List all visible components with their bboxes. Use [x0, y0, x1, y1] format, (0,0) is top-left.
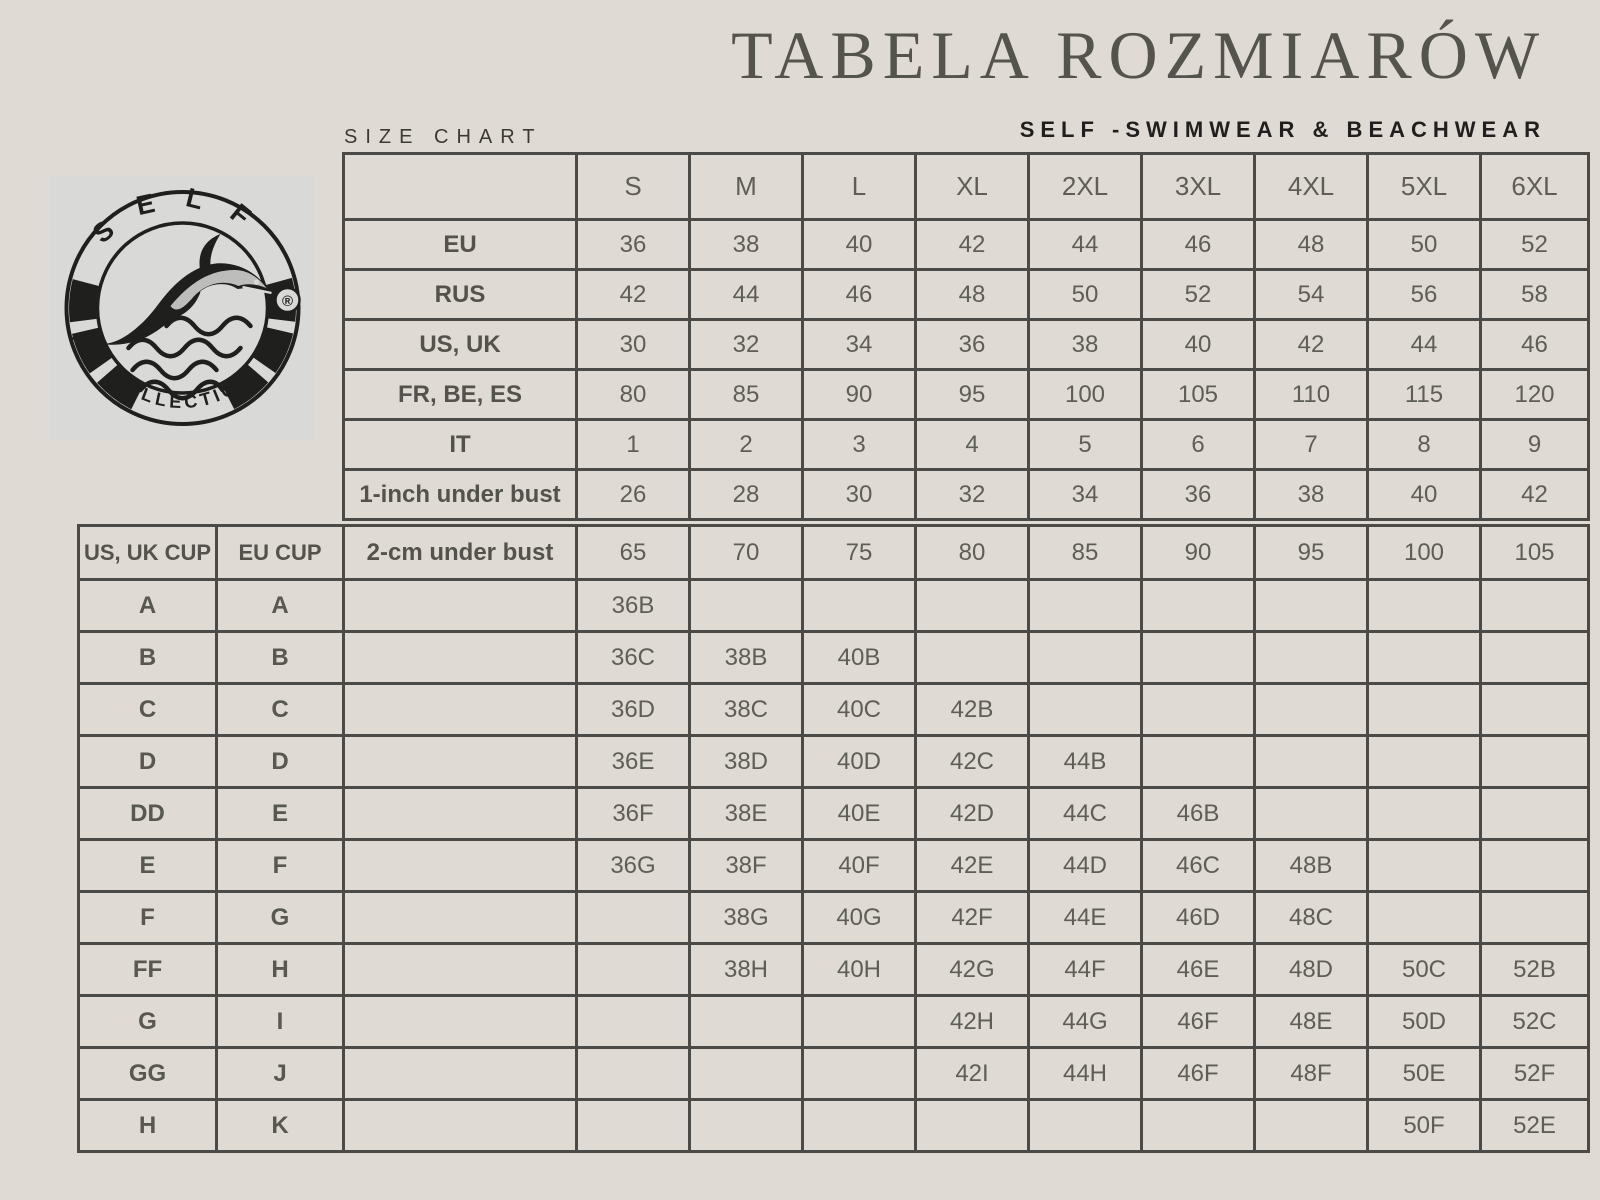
bra-size-cell — [803, 1048, 916, 1100]
size-cell: 40 — [1368, 470, 1481, 520]
band-spacer-cell — [344, 996, 577, 1048]
row-label: IT — [344, 420, 577, 470]
bra-size-cell — [1368, 632, 1481, 684]
bra-size-cell: 46F — [1142, 1048, 1255, 1100]
size-cell: 44 — [1029, 220, 1142, 270]
bra-size-cell — [803, 1100, 916, 1152]
eu-cup-cell: B — [217, 632, 344, 684]
us-uk-cup-cell: E — [79, 840, 217, 892]
bra-size-cell — [690, 1048, 803, 1100]
size-cell: 32 — [916, 470, 1029, 520]
size-table-row — [344, 470, 1589, 520]
band-spacer-cell — [344, 840, 577, 892]
bra-size-cell — [577, 996, 690, 1048]
svg-text:®: ® — [281, 293, 294, 310]
page-title: TABELA ROZMIARÓW — [731, 17, 1546, 93]
size-cell: 38 — [690, 220, 803, 270]
bra-size-cell — [803, 996, 916, 1048]
row-label: 1-inch under bust — [344, 470, 577, 520]
size-cell: 120 — [1481, 370, 1589, 420]
bra-size-cell — [577, 944, 690, 996]
size-cell: 40 — [803, 220, 916, 270]
cup-table-row — [79, 580, 1589, 632]
size-column-header: M — [690, 154, 803, 220]
size-table-row — [344, 420, 1589, 470]
bra-size-cell — [803, 580, 916, 632]
bra-size-cell — [1142, 580, 1255, 632]
bra-size-cell — [916, 632, 1029, 684]
bra-size-cell — [1142, 632, 1255, 684]
page-subtitle: SELF -SWIMWEAR & BEACHWEAR — [1019, 117, 1546, 142]
bra-size-cell — [1481, 788, 1589, 840]
bra-size-cell: 46F — [1142, 996, 1255, 1048]
badge-brand-text: SELF — [86, 181, 279, 250]
band-spacer-cell — [344, 1100, 577, 1152]
bra-size-cell: 42E — [916, 840, 1029, 892]
bra-size-cell: 46B — [1142, 788, 1255, 840]
row-label: EU — [344, 220, 577, 270]
bra-size-cell — [1368, 580, 1481, 632]
size-cell: 42 — [916, 220, 1029, 270]
band-spacer-cell — [344, 788, 577, 840]
bra-size-cell — [1368, 892, 1481, 944]
size-cell: 52 — [1481, 220, 1589, 270]
eu-cup-cell: D — [217, 736, 344, 788]
size-cell: 80 — [577, 370, 690, 420]
cup-table-row — [79, 632, 1589, 684]
size-cell: 1 — [577, 420, 690, 470]
bra-size-cell: 48F — [1255, 1048, 1368, 1100]
size-column-header: 3XL — [1142, 154, 1255, 220]
bra-size-cell: 38H — [690, 944, 803, 996]
band-spacer-cell — [344, 684, 577, 736]
cup-table-row — [79, 684, 1589, 736]
size-table-row — [344, 270, 1589, 320]
size-cell: 6 — [1142, 420, 1255, 470]
bra-size-cell: 52C — [1481, 996, 1589, 1048]
bra-size-cell: 36G — [577, 840, 690, 892]
row-label: RUS — [344, 270, 577, 320]
eu-cup-cell: K — [217, 1100, 344, 1152]
bra-size-cell: 46C — [1142, 840, 1255, 892]
size-cell: 48 — [916, 270, 1029, 320]
badge-collection-text: COLLECTION — [108, 366, 257, 413]
size-cell: 50 — [1029, 270, 1142, 320]
bra-size-cell: 48B — [1255, 840, 1368, 892]
lower-table-body — [79, 526, 1589, 1152]
band-value-cell: 105 — [1481, 526, 1589, 580]
size-cell: 5 — [1029, 420, 1142, 470]
page-header — [731, 16, 1546, 143]
bra-size-cell: 50D — [1368, 996, 1481, 1048]
bra-size-cell: 42H — [916, 996, 1029, 1048]
size-cell: 34 — [1029, 470, 1142, 520]
size-cell: 3 — [803, 420, 916, 470]
bra-size-cell: 40E — [803, 788, 916, 840]
bra-size-cell — [1255, 736, 1368, 788]
bra-size-cell: 36F — [577, 788, 690, 840]
bra-size-cell — [577, 1048, 690, 1100]
bra-size-cell — [916, 1100, 1029, 1152]
bra-size-cell — [1481, 892, 1589, 944]
size-cell: 9 — [1481, 420, 1589, 470]
band-value-cell: 85 — [1029, 526, 1142, 580]
cup-table-row — [79, 996, 1589, 1048]
band-spacer-cell — [344, 736, 577, 788]
bra-size-cell: 44G — [1029, 996, 1142, 1048]
band-spacer-cell — [344, 944, 577, 996]
size-column-header: 4XL — [1255, 154, 1368, 220]
bra-size-cell: 40C — [803, 684, 916, 736]
size-cell: 38 — [1255, 470, 1368, 520]
size-cell: 95 — [916, 370, 1029, 420]
size-cell: 42 — [1481, 470, 1589, 520]
bra-size-cell: 42B — [916, 684, 1029, 736]
size-cell: 56 — [1368, 270, 1481, 320]
bra-size-cell — [1368, 788, 1481, 840]
bra-size-cell — [690, 1100, 803, 1152]
eu-cup-cell: I — [217, 996, 344, 1048]
size-cell: 38 — [1029, 320, 1142, 370]
bra-size-cell: 42I — [916, 1048, 1029, 1100]
size-cell: 42 — [1255, 320, 1368, 370]
size-column-header: XL — [916, 154, 1029, 220]
bra-size-cell: 44B — [1029, 736, 1142, 788]
us-uk-cup-cell: D — [79, 736, 217, 788]
bra-size-cell — [1481, 632, 1589, 684]
bra-size-cell: 38C — [690, 684, 803, 736]
eu-cup-cell: J — [217, 1048, 344, 1100]
bra-size-cell: 50C — [1368, 944, 1481, 996]
bra-size-cell — [1029, 684, 1142, 736]
size-cell: 50 — [1368, 220, 1481, 270]
size-table-row — [344, 220, 1589, 270]
cup-table-row — [79, 1048, 1589, 1100]
size-cell: 30 — [577, 320, 690, 370]
size-cell: 2 — [690, 420, 803, 470]
registered-mark — [276, 288, 300, 312]
bra-size-cell: 38D — [690, 736, 803, 788]
dolphin-icon — [71, 234, 272, 360]
bra-size-cell — [1029, 1100, 1142, 1152]
bra-size-cell: 44E — [1029, 892, 1142, 944]
eu-cup-cell: A — [217, 580, 344, 632]
size-cell: 28 — [690, 470, 803, 520]
bra-size-cell: 42D — [916, 788, 1029, 840]
size-cell: 4 — [916, 420, 1029, 470]
us-uk-cup-cell: FF — [79, 944, 217, 996]
size-cell: 42 — [577, 270, 690, 320]
bra-size-cell — [1368, 684, 1481, 736]
bra-size-cell: 52B — [1481, 944, 1589, 996]
bra-size-cell: 38E — [690, 788, 803, 840]
size-column-header: 5XL — [1368, 154, 1481, 220]
bra-size-cell: 48D — [1255, 944, 1368, 996]
band-value-cell: 70 — [690, 526, 803, 580]
self-collection-badge-icon — [50, 176, 315, 440]
row-label: US, UK — [344, 320, 577, 370]
size-cell: 85 — [690, 370, 803, 420]
bra-size-cell — [1255, 684, 1368, 736]
bra-size-cell — [1368, 840, 1481, 892]
bra-size-cell — [1142, 736, 1255, 788]
size-cell: 105 — [1142, 370, 1255, 420]
us-uk-cup-header: US, UK CUP — [79, 526, 217, 580]
size-cell: 34 — [803, 320, 916, 370]
size-cell: 36 — [577, 220, 690, 270]
band-label: 2-cm under bust — [344, 526, 577, 580]
bra-size-cell — [690, 996, 803, 1048]
size-cell: 36 — [1142, 470, 1255, 520]
us-uk-cup-cell: DD — [79, 788, 217, 840]
bra-size-cell: 36C — [577, 632, 690, 684]
band-value-cell: 65 — [577, 526, 690, 580]
bra-size-cell: 40B — [803, 632, 916, 684]
band-value-cell: 95 — [1255, 526, 1368, 580]
band-spacer-cell — [344, 1048, 577, 1100]
bra-size-cell — [1142, 684, 1255, 736]
us-uk-cup-cell: H — [79, 1100, 217, 1152]
bra-size-cell: 42F — [916, 892, 1029, 944]
bra-size-cell: 44F — [1029, 944, 1142, 996]
cup-table-row — [79, 892, 1589, 944]
bra-size-cell — [1255, 1100, 1368, 1152]
cup-table-row — [79, 1100, 1589, 1152]
size-column-header: 6XL — [1481, 154, 1589, 220]
bra-size-cell: 44D — [1029, 840, 1142, 892]
bra-size-cell — [1481, 736, 1589, 788]
bra-size-cell: 36B — [577, 580, 690, 632]
size-cell: 52 — [1142, 270, 1255, 320]
bra-size-cell: 36D — [577, 684, 690, 736]
upper-table-body — [344, 154, 1589, 520]
bra-size-cell — [1029, 632, 1142, 684]
size-column-header: S — [577, 154, 690, 220]
size-cell: 30 — [803, 470, 916, 520]
us-uk-cup-cell: A — [79, 580, 217, 632]
size-cell: 100 — [1029, 370, 1142, 420]
cup-table-row — [79, 788, 1589, 840]
band-value-cell: 80 — [916, 526, 1029, 580]
bra-size-cell: 40D — [803, 736, 916, 788]
us-uk-cup-cell: F — [79, 892, 217, 944]
size-cell: 58 — [1481, 270, 1589, 320]
size-cell: 110 — [1255, 370, 1368, 420]
row-label: FR, BE, ES — [344, 370, 577, 420]
size-cell: 44 — [690, 270, 803, 320]
band-spacer-cell — [344, 892, 577, 944]
eu-cup-cell: H — [217, 944, 344, 996]
bra-size-cell: 40H — [803, 944, 916, 996]
bra-size-cell: 52E — [1481, 1100, 1589, 1152]
size-cell: 26 — [577, 470, 690, 520]
corner-cell — [344, 154, 577, 220]
cup-size-table — [77, 524, 1590, 1153]
bra-size-cell: 44C — [1029, 788, 1142, 840]
bra-size-cell: 50E — [1368, 1048, 1481, 1100]
bra-size-cell: 52F — [1481, 1048, 1589, 1100]
us-uk-cup-cell: G — [79, 996, 217, 1048]
bra-size-cell: 42G — [916, 944, 1029, 996]
size-column-header: 2XL — [1029, 154, 1142, 220]
bra-size-cell — [1255, 580, 1368, 632]
band-value-cell: 90 — [1142, 526, 1255, 580]
size-cell: 48 — [1255, 220, 1368, 270]
bra-size-cell — [1481, 840, 1589, 892]
bra-size-cell — [577, 1100, 690, 1152]
size-cell: 32 — [690, 320, 803, 370]
bra-size-cell: 50F — [1368, 1100, 1481, 1152]
bra-size-cell — [1481, 580, 1589, 632]
cup-table-row — [79, 736, 1589, 788]
eu-cup-cell: F — [217, 840, 344, 892]
bra-size-cell: 42C — [916, 736, 1029, 788]
size-cell: 7 — [1255, 420, 1368, 470]
bra-size-cell: 38G — [690, 892, 803, 944]
bra-size-cell: 46E — [1142, 944, 1255, 996]
bra-size-cell — [577, 892, 690, 944]
size-conversion-table — [342, 152, 1590, 521]
bra-size-cell: 48C — [1255, 892, 1368, 944]
band-spacer-cell — [344, 632, 577, 684]
eu-cup-cell: C — [217, 684, 344, 736]
bra-size-cell: 40G — [803, 892, 916, 944]
cup-table-header-row — [79, 526, 1589, 580]
bra-size-cell — [1029, 580, 1142, 632]
eu-cup-cell: G — [217, 892, 344, 944]
bra-size-cell: 48E — [1255, 996, 1368, 1048]
us-uk-cup-cell: B — [79, 632, 217, 684]
us-uk-cup-cell: GG — [79, 1048, 217, 1100]
size-cell: 44 — [1368, 320, 1481, 370]
bra-size-cell — [1142, 1100, 1255, 1152]
size-cell: 90 — [803, 370, 916, 420]
band-spacer-cell — [344, 580, 577, 632]
cup-table-row — [79, 944, 1589, 996]
size-cell: 40 — [1142, 320, 1255, 370]
brand-logo — [50, 176, 315, 440]
bra-size-cell — [690, 580, 803, 632]
bra-size-cell — [1368, 736, 1481, 788]
bra-size-cell: 36E — [577, 736, 690, 788]
bra-size-cell: 44H — [1029, 1048, 1142, 1100]
size-cell: 46 — [803, 270, 916, 320]
bra-size-cell: 46D — [1142, 892, 1255, 944]
bra-size-cell — [1255, 632, 1368, 684]
bra-size-cell — [1255, 788, 1368, 840]
bra-size-cell: 38B — [690, 632, 803, 684]
size-cell: 8 — [1368, 420, 1481, 470]
bra-size-cell — [1481, 684, 1589, 736]
cup-table-row — [79, 840, 1589, 892]
size-cell: 36 — [916, 320, 1029, 370]
band-value-cell: 75 — [803, 526, 916, 580]
size-table-row — [344, 370, 1589, 420]
bra-size-cell — [916, 580, 1029, 632]
size-table-row — [344, 320, 1589, 370]
size-cell: 46 — [1142, 220, 1255, 270]
size-cell: 54 — [1255, 270, 1368, 320]
size-column-header: L — [803, 154, 916, 220]
band-value-cell: 100 — [1368, 526, 1481, 580]
size-chart-label: SIZE CHART — [344, 126, 543, 148]
size-cell: 46 — [1481, 320, 1589, 370]
eu-cup-cell: E — [217, 788, 344, 840]
bra-size-cell: 38F — [690, 840, 803, 892]
bra-size-cell: 40F — [803, 840, 916, 892]
us-uk-cup-cell: C — [79, 684, 217, 736]
size-cell: 115 — [1368, 370, 1481, 420]
eu-cup-header: EU CUP — [217, 526, 344, 580]
